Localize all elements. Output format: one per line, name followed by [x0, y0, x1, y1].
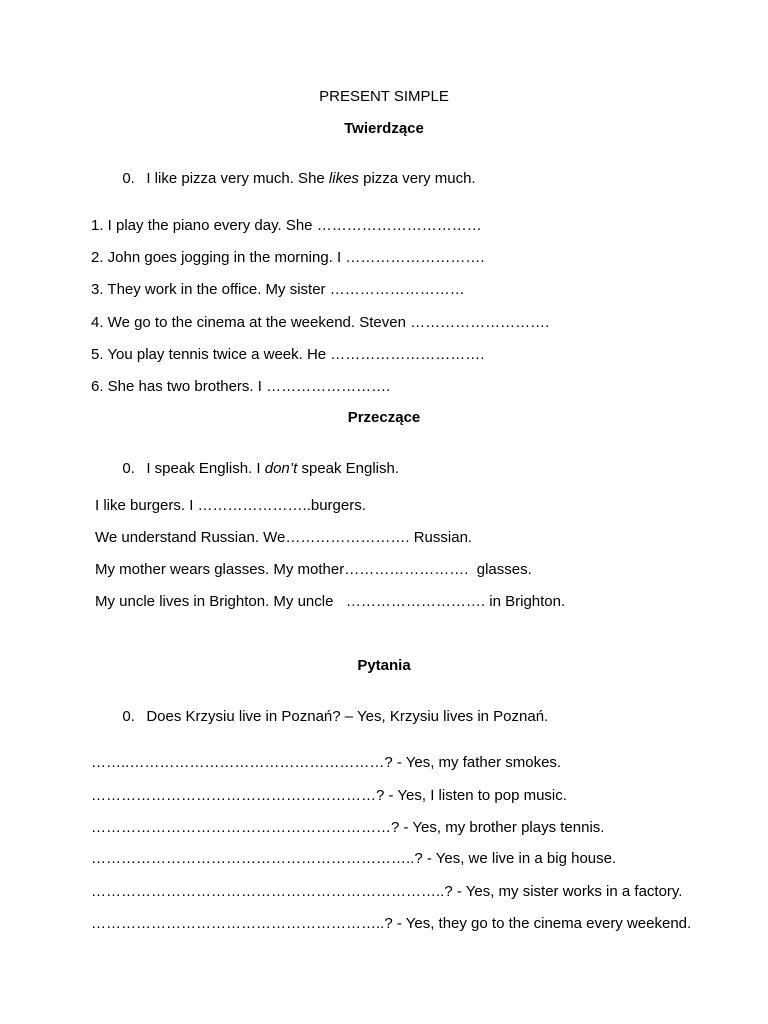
exercise-line: My mother wears glasses. My mother……………………. glasses. [95, 561, 532, 578]
section-heading-negative: Przeczące [347, 409, 421, 426]
example-text-after: pizza very much. [358, 170, 476, 187]
exercise-line: 4. We go to the cinema at the weekend. Steven ………………………. [91, 314, 550, 331]
example-text-after: speak English. [297, 460, 400, 477]
exercise-line: 3. They work in the office. My sister ……………………… [91, 281, 465, 298]
example-number: 0. [122, 708, 135, 725]
example-text: Does Krzysiu live in Poznań? – Yes, Krzysiu lives in Poznań. [146, 708, 549, 725]
example-text-italic: don’t [264, 460, 298, 477]
exercise-line: 2. John goes jogging in the morning. I ………………………. [91, 249, 485, 266]
example-questions [114, 690, 548, 726]
exercise-line: ……………………………………………………? - Yes, my brother plays tennis. [91, 819, 605, 836]
exercise-line: 1. I play the piano every day. She …………………………… [91, 217, 482, 234]
exercise-line: ……..……………………………………………? - Yes, my father smokes. [91, 754, 562, 771]
exercise-line: My uncle lives in Brighton. My uncle ………………………. in Brighton. [95, 593, 566, 610]
section-heading-affirmative: Twierdzące [344, 120, 424, 137]
example-number: 0. [122, 460, 135, 477]
example-text-before: I like pizza very much. She [146, 170, 329, 187]
exercise-line: ………………………………………………………..? - Yes, we live in a big house. [91, 850, 617, 867]
example-number: 0. [122, 170, 135, 187]
exercise-line: …………………………………………………? - Yes, I listen to pop music. [91, 787, 567, 804]
exercise-line: We understand Russian. We……………………. Russian. [95, 529, 473, 546]
exercise-line: 6. She has two brothers. I ……………………. [91, 378, 391, 395]
exercise-line: 5. You play tennis twice a week. He …………………………. [91, 346, 485, 363]
page-title: PRESENT SIMPLE [319, 88, 449, 105]
section-heading-questions: Pytania [357, 657, 411, 674]
exercise-line: I like burgers. I …………………..burgers. [95, 497, 366, 514]
exercise-line: ……………………………………………………………..? - Yes, my sister works in a factory. [91, 883, 683, 900]
example-affirmative [114, 152, 476, 188]
example-negative [114, 442, 399, 478]
example-text-before: I speak English. I [146, 460, 265, 477]
example-text-italic: likes [328, 170, 359, 187]
exercise-line: …………………………………………………..? - Yes, they go to the cinema every weekend. [91, 915, 692, 932]
